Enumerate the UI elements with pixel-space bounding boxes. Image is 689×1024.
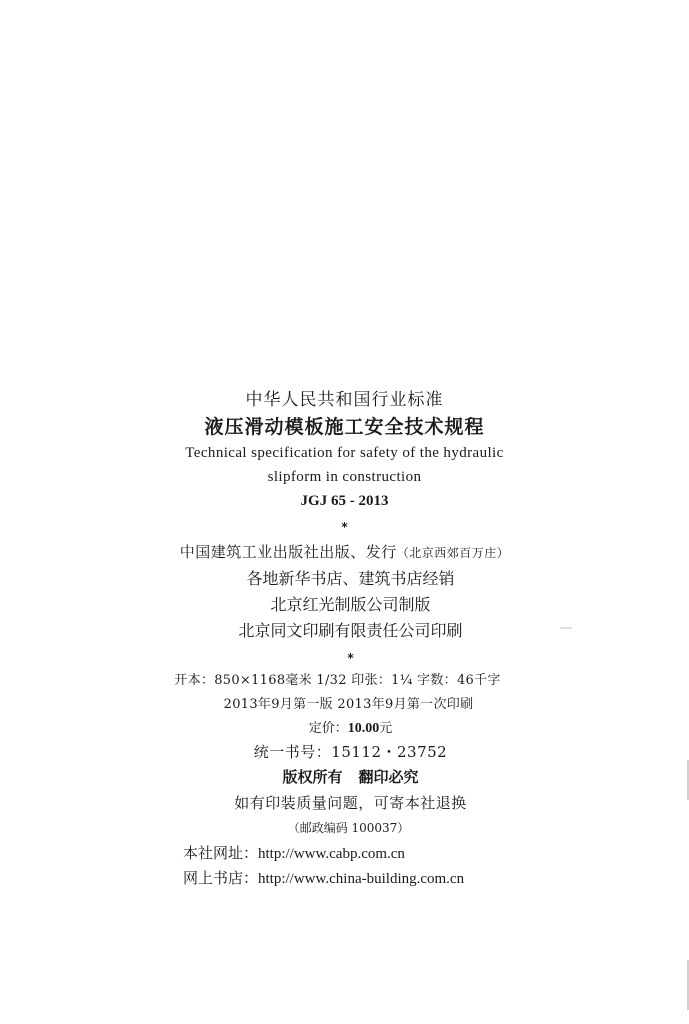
online-store-label: 网上书店：: [183, 869, 259, 887]
online-store-row: [183, 871, 464, 887]
title-chinese: 液压滑动模板施工安全技术规程: [204, 416, 485, 438]
rights-notice: [6, 770, 689, 785]
price-value: 10.00: [347, 721, 380, 736]
online-store-url: http://www.china-building.com.cn: [258, 871, 465, 887]
publisher-location: （北京西郊百万庄）: [396, 546, 510, 560]
publisher-main: 中国建筑工业出版社出版、发行: [179, 543, 397, 561]
scan-smudge: [560, 627, 572, 629]
title-english-line-1: Technical specification for safety of the hydraulic: [185, 445, 504, 461]
separator-star: *: [341, 520, 348, 534]
isbn: 统一书号：15112・23752: [253, 743, 448, 761]
printing: 北京同文印刷有限责任公司印刷: [238, 621, 463, 640]
separator-star: *: [347, 651, 354, 665]
publisher: [0, 545, 689, 560]
rights-reserved: 版权所有: [282, 768, 343, 786]
price-unit: 元: [379, 721, 393, 736]
reprint-prohibited: 翻印必究: [358, 768, 419, 786]
postal-code: （邮政编码 100037）: [287, 821, 410, 835]
standard-code: JGJ 65 - 2013: [300, 493, 389, 509]
plate-making: 北京红光制版公司制版: [270, 595, 431, 614]
edition-info: 2013年9月第一版 2013年9月第一次印刷: [223, 697, 474, 712]
distribution: 各地新华书店、建筑书店经销: [246, 569, 455, 588]
book-specs: 开本：850×1168毫米 1/32 印张：1¼ 字数：46千字: [174, 673, 501, 688]
website-url: http://www.cabp.com.cn: [258, 846, 405, 862]
return-notice: 如有印装质量问题，可寄本社退换: [234, 794, 467, 812]
price: [6, 722, 689, 736]
website-label: 本社网址：: [183, 844, 259, 862]
standard-type: 中华人民共和国行业标准: [245, 390, 444, 410]
title-english-line-2: slipform in construction: [267, 469, 422, 485]
website-row: [183, 846, 405, 862]
price-label: 定价：: [308, 721, 348, 736]
